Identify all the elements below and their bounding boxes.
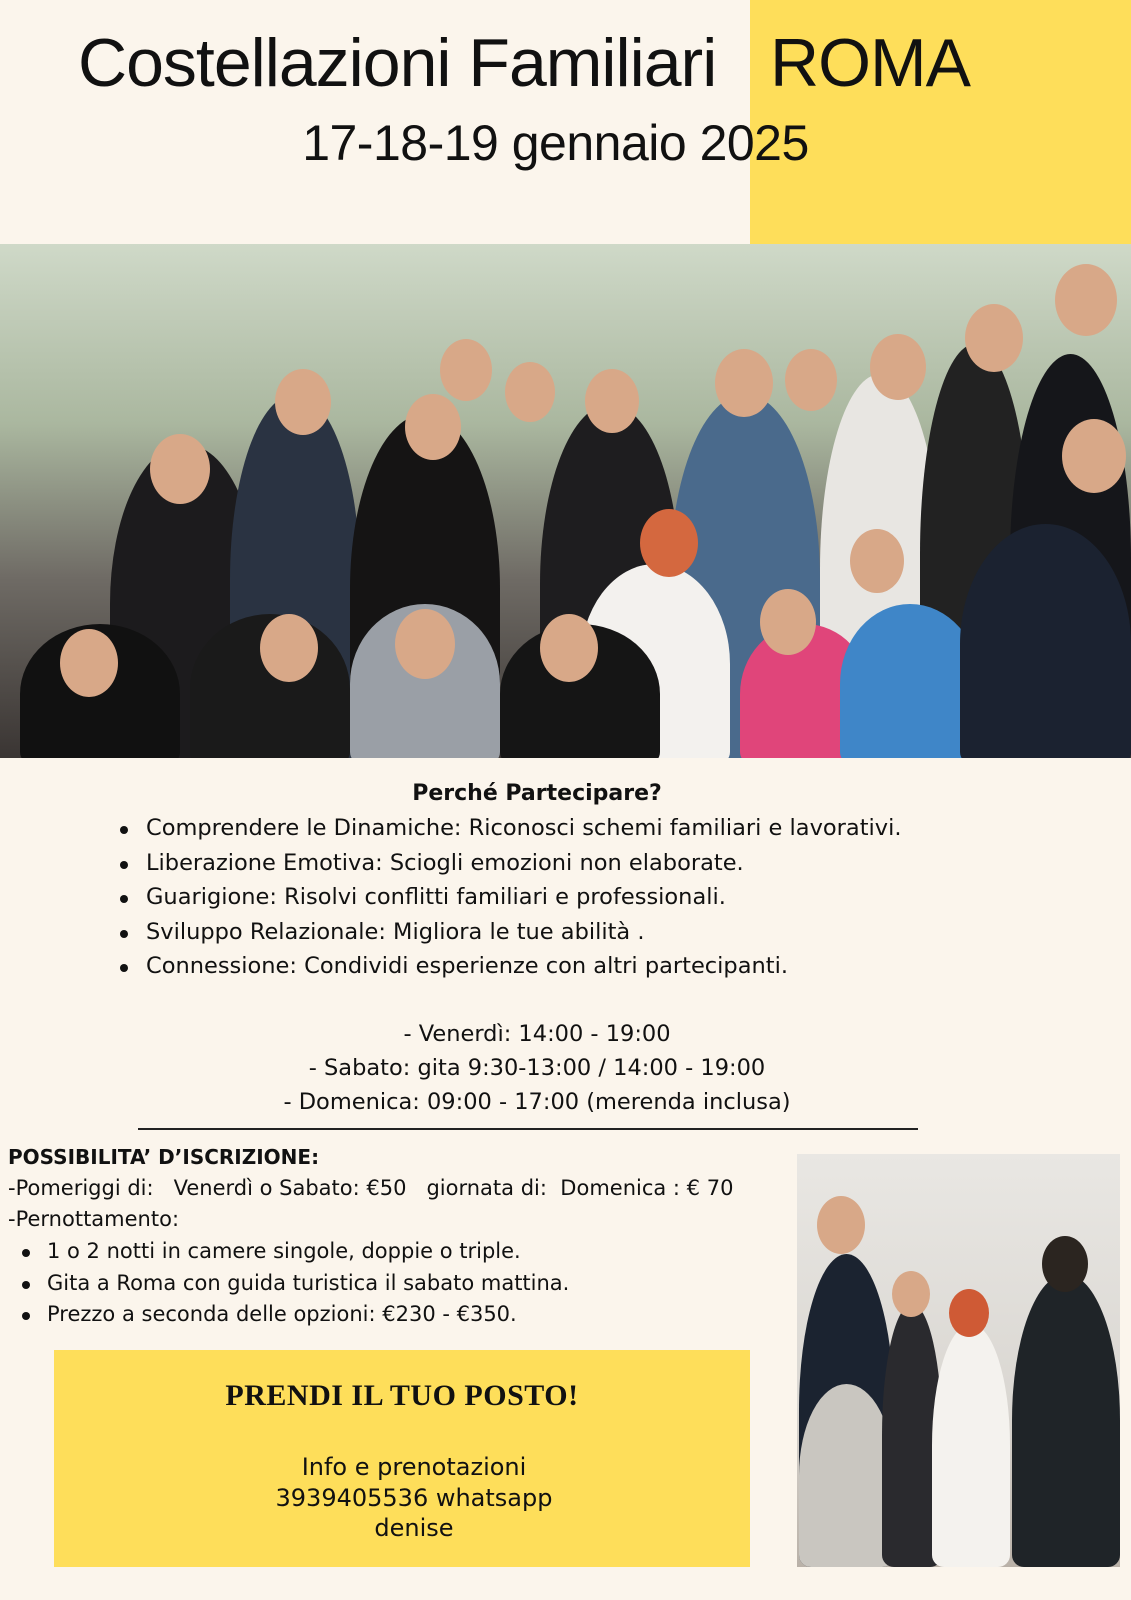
photo-person (840, 604, 980, 758)
photo-face (965, 304, 1023, 372)
photo-person (1012, 1274, 1120, 1567)
registration-overnight: -Pernottamento: (8, 1207, 180, 1231)
registration-title: POSSIBILITA’ D’ISCRIZIONE: (8, 1145, 320, 1169)
photo-face (440, 339, 492, 401)
photo-face (405, 394, 461, 460)
cta-box (54, 1350, 750, 1567)
photo-face (785, 349, 837, 411)
list-item: Comprendere le Dinamiche: Riconosci schemi familiari e lavorativi. (118, 811, 902, 846)
photo-face (585, 369, 639, 433)
photo-face (715, 349, 773, 417)
event-dates: 17-18-19 gennaio 2025 (302, 115, 809, 171)
photo-face (817, 1196, 865, 1254)
list-item: Gita a Roma con guida turistica il sabato mattina. (20, 1268, 569, 1300)
group-photo (0, 244, 1131, 758)
list-item: Connessione: Condividi esperienze con altri partecipanti. (118, 949, 902, 984)
list-item: Guarigione: Risolvi conflitti familiari e professionali. (118, 880, 902, 915)
list-item: Liberazione Emotiva: Sciogli emozioni non elaborate. (118, 846, 902, 881)
schedule-friday: - Venerdì: 14:00 - 19:00 (403, 1021, 671, 1047)
photo-person (799, 1384, 894, 1567)
registration-afternoons: -Pomeriggi di: Venerdì o Sabato: €50 giornata di: Domenica : € 70 (8, 1176, 734, 1200)
benefits-list (118, 811, 902, 984)
page-title: Costellazioni Familiari ROMA (78, 25, 970, 101)
photo-face (1055, 264, 1117, 336)
photo-face (1042, 1236, 1088, 1292)
photo-face (150, 434, 210, 504)
workshop-photo (797, 1154, 1120, 1567)
photo-face (505, 362, 555, 422)
photo-face (892, 1271, 930, 1317)
contact-phone[interactable]: 3939405536 whatsapp (275, 1483, 553, 1512)
photo-face (1062, 419, 1126, 493)
photo-face (640, 509, 698, 577)
list-item: Prezzo a seconda delle opzioni: €230 - €350. (20, 1299, 569, 1331)
photo-person (932, 1324, 1010, 1567)
contact-info-label: Info e prenotazioni (301, 1453, 527, 1481)
photo-face (260, 614, 318, 682)
registration-list (20, 1236, 569, 1331)
photo-face (395, 609, 455, 679)
list-item: Sviluppo Relazionale: Migliora le tue abilità . (118, 915, 902, 950)
why-participate-title: Perché Partecipare? (412, 781, 662, 806)
divider (138, 1128, 918, 1130)
photo-face (540, 614, 598, 682)
photo-face (850, 529, 904, 593)
contact-name: denise (374, 1514, 454, 1542)
photo-face (760, 589, 816, 655)
photo-face (60, 629, 118, 697)
photo-face (870, 334, 926, 400)
schedule-saturday: - Sabato: gita 9:30-13:00 / 14:00 - 19:00 (308, 1055, 766, 1081)
contact-info (54, 1452, 774, 1544)
schedule (0, 1017, 1074, 1119)
list-item: 1 o 2 notti in camere singole, doppie o triple. (20, 1236, 569, 1268)
photo-face (949, 1289, 989, 1337)
cta-title: PRENDI IL TUO POSTO! (225, 1379, 579, 1412)
photo-face (275, 369, 331, 435)
schedule-sunday: - Domenica: 09:00 - 17:00 (merenda inclusa) (283, 1089, 791, 1115)
photo-person (960, 524, 1131, 758)
